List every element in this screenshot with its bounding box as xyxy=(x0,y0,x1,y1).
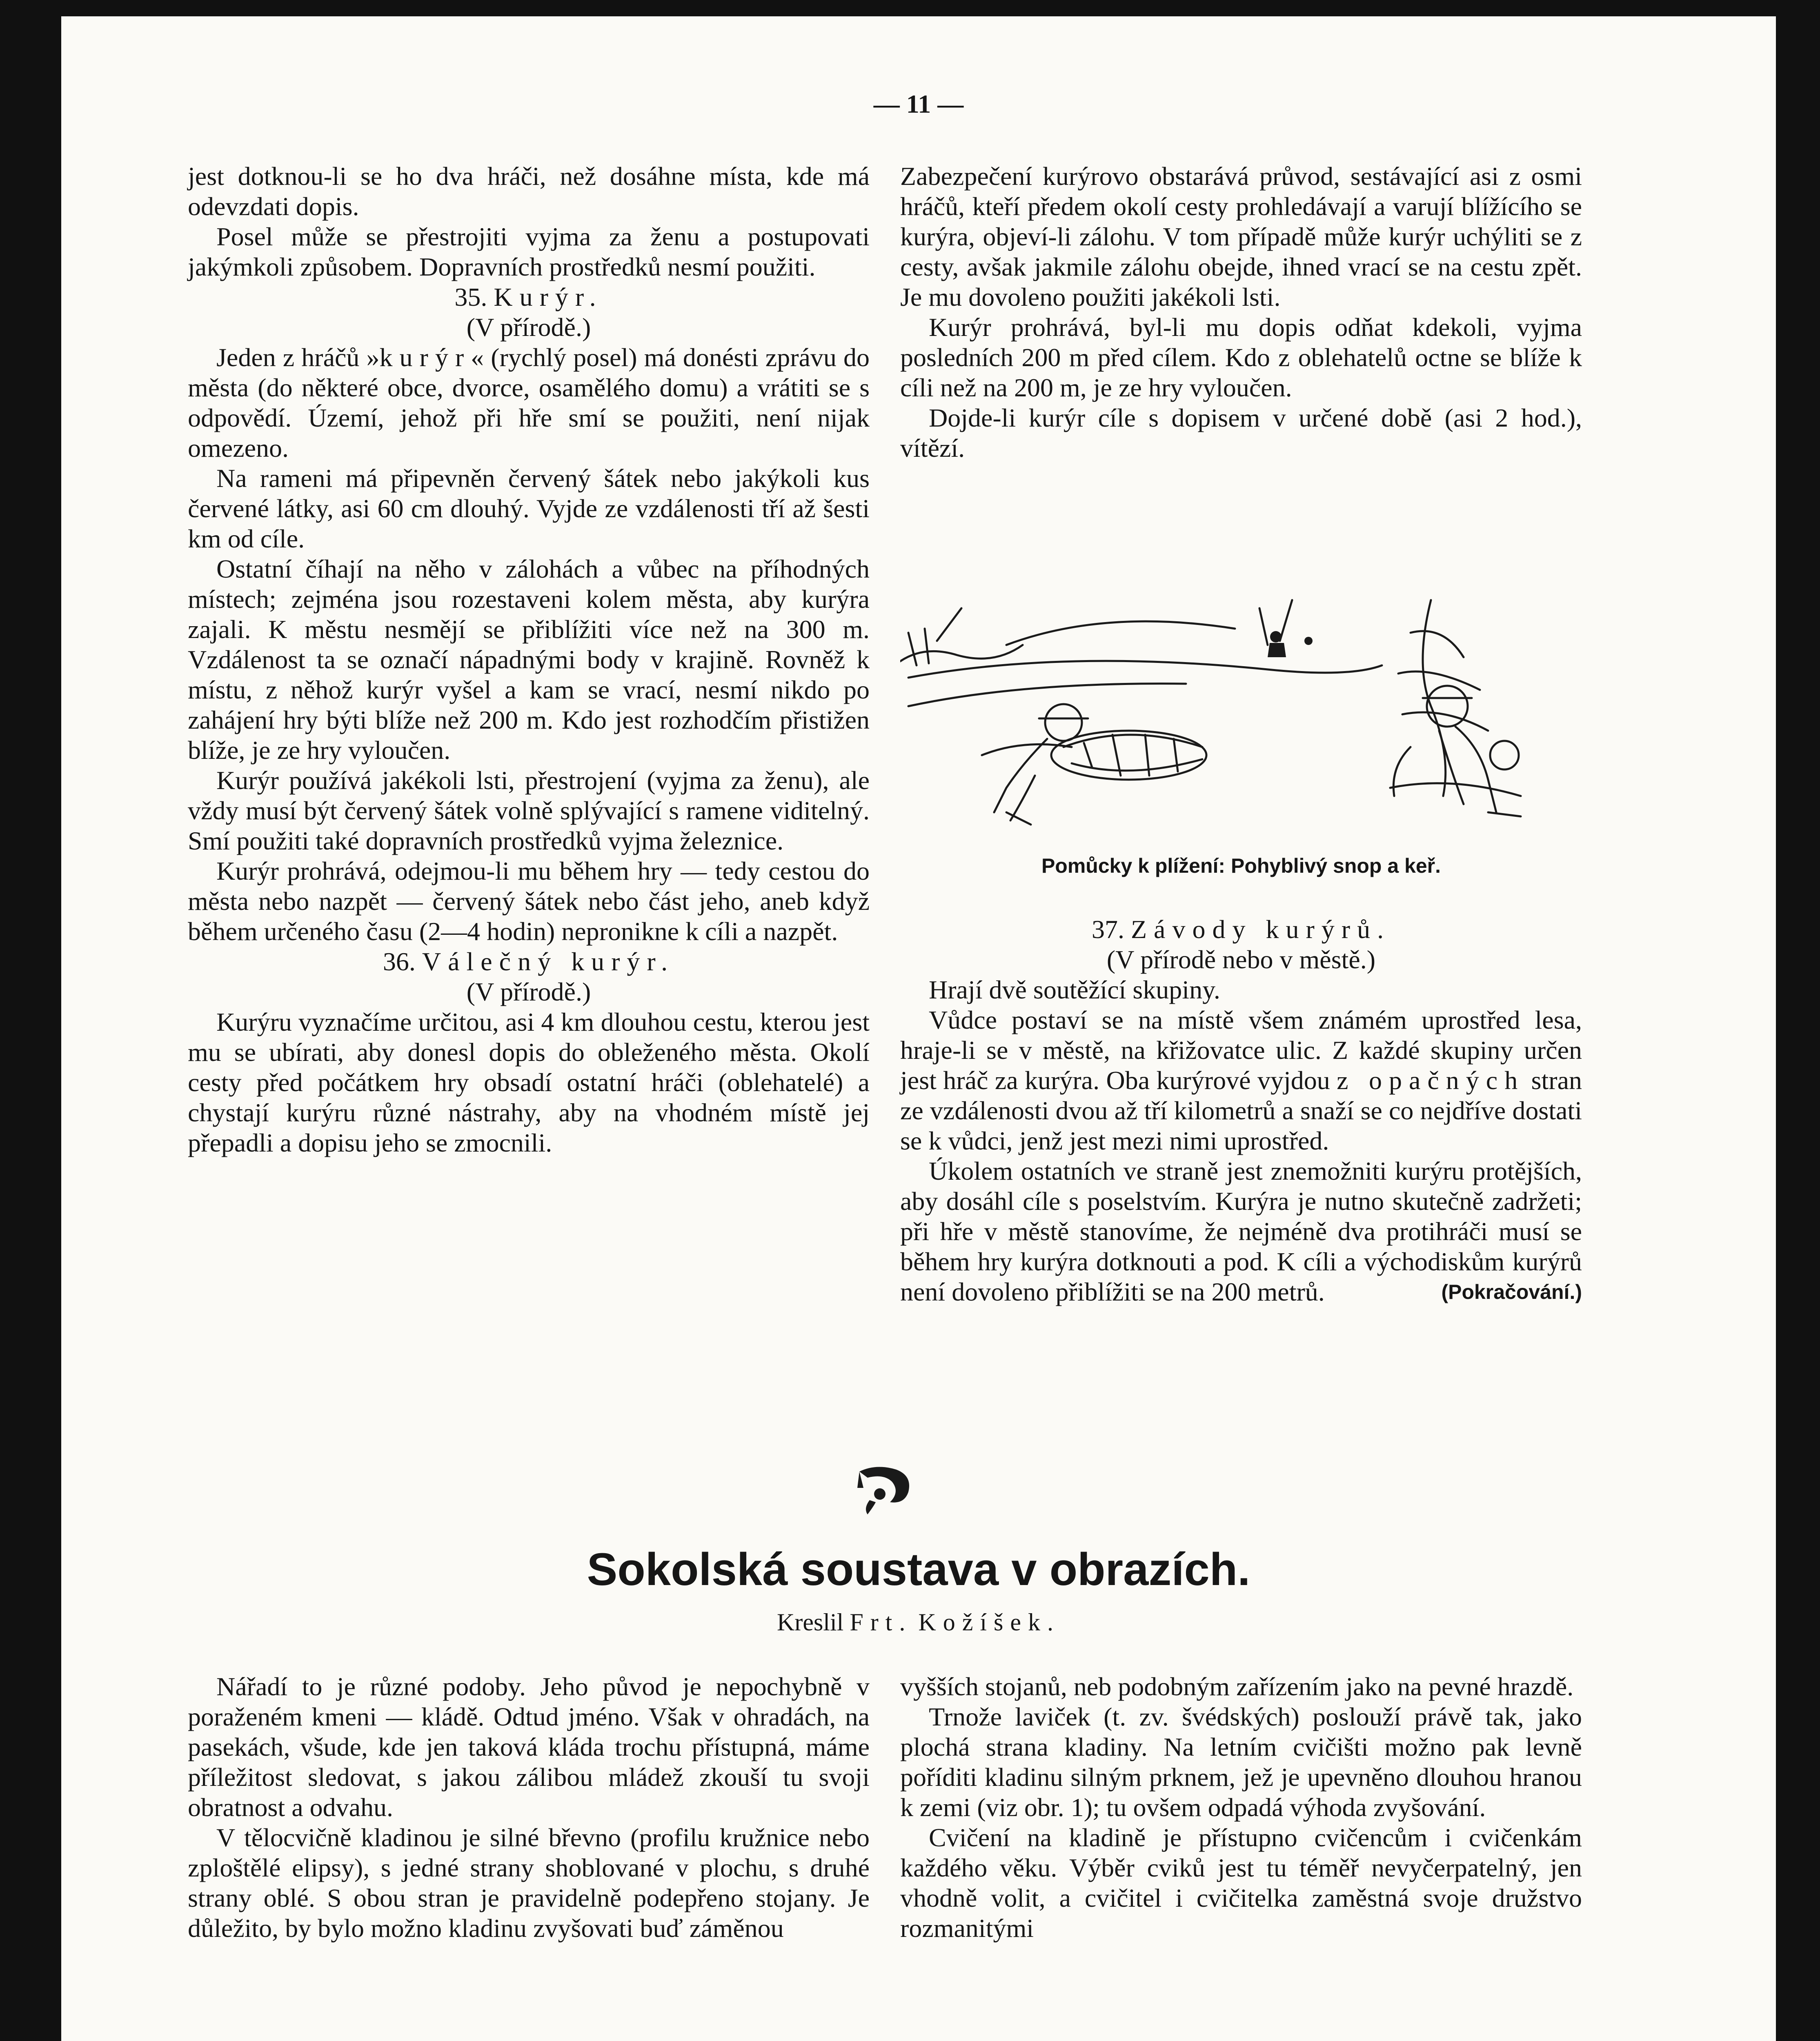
section-subtitle: (V přírodě nebo v městě.) xyxy=(1106,945,1376,974)
paragraph: Kurýr prohrává, byl-li mu dopis odňat kdekoli, vyjma posledních 200 m před cílem. Kdo z oblehatelů octne se blíže k cíli než na 200 m, je ze hry vyloučen. xyxy=(900,313,1582,402)
paragraph: Ostatní číhají na něho v zálohách a vůbec na příhodných místech; zejména jsou rozestaveni kolem města, aby kurýra zajali. K městu nesmějí se přiblížiti více než na 300 m. Vzdálenost ta se označí nápadnými body v krajině. Rovněž k místu, z něhož kurýr vyšel a kam se vrací, nesmí nikdo po zahájení hry býti blíže než 200 m. Kdo jest rozhodčím přistižen blíže, je ze hry vyloučen. xyxy=(188,554,870,765)
right-column-bottom xyxy=(900,914,1582,1307)
page-number: — 11 — xyxy=(873,89,964,118)
crawling-scouts-illustration xyxy=(900,584,1582,845)
fleuron-ornament-icon xyxy=(851,1463,917,1516)
section-heading-36 xyxy=(188,947,870,977)
illustration-caption: Pomůcky k plížení: Pohyblivý snop a keř. xyxy=(1041,854,1441,877)
continued-note: (Pokračování.) xyxy=(1441,1281,1582,1303)
paragraph: Zabezpečení kurýrovo obstarává průvod, sestávající asi z osmi hráčů, kteří předem okolí cesty prohledávají a varují blížícího se kurýra, objeví-li zálohu. V tom případě může kurýr uchýliti se z cesty, avšak jakmile zálohu obejde, ihned vrací se na cestu zpět. Je mu dovoleno použiti jakékoli lsti. xyxy=(900,162,1582,311)
paragraph: jest dotknou-li se ho dva hráči, než dosáhne místa, kde má odevzdati dopis. xyxy=(188,162,870,221)
paragraph: Trnože laviček (t. zv. švédských) poslouží právě tak, jako plochá strana kladiny. Na letním cvičišti možno pak levně poříditi kladinu silným prknem, jež je upevněno dlouhou hranou k zemi (viz obr. 1); tu ovšem odpadá výhoda zvyšování. xyxy=(900,1702,1582,1822)
article-right-column xyxy=(900,1672,1582,1943)
section-number: 36. xyxy=(383,947,416,976)
right-column-top xyxy=(900,161,1582,463)
left-column xyxy=(188,161,870,1158)
paragraph: Na rameni má připevněn červený šátek nebo jakýkoli kus červené látky, asi 60 cm dlouhý. Vyjde ze vzdálenosti tří až šesti km od cíle. xyxy=(188,464,870,553)
section-subtitle: (V přírodě.) xyxy=(466,977,591,1006)
keyword: z opačných xyxy=(1337,1066,1525,1095)
paragraph: V tělocvičně kladinou je silné břevno (profilu kružnice nebo zploštělé elipsy), s jedné strany shoblované v plochu, s druhé strany oblé. S obou stran je pravidelně podepřeno stojany. Je důležito, by bylo možno kladinu zvyšovati buď záměnou xyxy=(188,1823,870,1943)
keyword: kurýr xyxy=(379,343,471,372)
article-title: Sokolská soustava v obrazích. xyxy=(587,1544,1250,1595)
paragraph: Kurýru vyznačíme určitou, asi 4 km dlouhou cestu, kterou jest mu se ubírati, aby donesl dopis do obleženého města. Okolí cesty před počátkem hry obsadí ostatní hráči (oblehatelé) a chystají kurýru různé nástrahy, aby na vhodném místě jej přepadli a dopisu jeho se zmocnili. xyxy=(188,1007,870,1157)
paragraph: Kurýr používá jakékoli lsti, přestrojení (vyjma za ženu), ale vždy musí být červený šátek volně splývající s ramene viditelný. Smí použiti také dopravních prostředků vyjma železnice. xyxy=(188,766,870,855)
paragraph: Cvičení na kladině je přístupno cvičencům i cvičenkám každého věku. Výběr cviků jest tu téměř nevyčerpatelný, jen vhodně volit, a cvičitel i cvičitelka zaměstná svoje družstvo rozmanitými xyxy=(900,1823,1582,1943)
section-heading-35 xyxy=(188,282,870,312)
paragraph: Hrají dvě soutěžící skupiny. xyxy=(929,975,1220,1004)
paragraph: Úkolem ostatních ve straně jest znemožniti kurýru protějších, aby dosáhl cíle s poselstvím. Kurýra je nutno skutečně zadržeti; při hře v městě stanovíme, že nejméně dva protihráči musí se během hry kurýra dotknouti a pod. K cíli a východiskům kurýrů není dovoleno přiblížiti se na 200 metrů. (Pokračování.) xyxy=(900,1156,1582,1306)
paragraph: Jeden z hráčů »kurýr« (rychlý posel) má donésti zprávu do města (do některé obce, dvorce, osamělého domu) a vrátiti se s odpovědí. Území, jehož při hře smí se použiti, není nijak omezeno. xyxy=(188,343,870,462)
section-number: 37. xyxy=(1091,915,1124,944)
paragraph: Dojde-li kurýr cíle s dopisem v určené době (asi 2 hod.), vítězí. xyxy=(900,403,1582,462)
paragraph: vyšších stojanů, neb podobným zařízením jako na pevné hrazdě. xyxy=(900,1672,1574,1701)
paragraph: Kurýr prohrává, odejmou-li mu během hry — tedy cestou do města nebo nazpět — červený šátek nebo část jeho, aneb když během určeného času (2—4 hodin) nepronikne k cíli a nazpět. xyxy=(188,856,870,946)
section-title: Kurýr. xyxy=(494,282,603,311)
section-heading-37 xyxy=(900,914,1582,945)
section-number: 35. xyxy=(454,282,487,311)
section-title: Válečný kurýr. xyxy=(422,947,675,976)
paragraph: Posel může se přestrojiti vyjma za ženu a postupovati jakýmkoli způsobem. Dopravních prostředků nesmí použiti. xyxy=(188,222,870,281)
section-title: Závody kurýrů. xyxy=(1130,915,1391,944)
article-left-column xyxy=(188,1672,870,1943)
article-byline: Kreslil Frt. Kožíšek. xyxy=(777,1609,1060,1636)
paragraph: Nářadí to je různé podoby. Jeho původ je nepochybně v poraženém kmeni — kládě. Odtud jméno. Však v ohradách, na pasekách, všude, kde jen taková kláda trochu přístupná, máme příležitost sledovat, s jakou zálibou mládež zkouší tu svoji obratnost a odvahu. xyxy=(188,1672,870,1822)
magazine-page xyxy=(61,16,1776,2041)
section-subtitle: (V přírodě.) xyxy=(466,313,591,342)
paragraph: Vůdce postaví se na místě všem známém uprostřed lesa, hraje-li se v městě, na křižovatce ulic. Z každé skupiny určen jest hráč za kurýra. Oba kurýrové vyjdou z opačných stran ze vzdálenosti dvou až tří kilometrů a snaží se co nejdříve dostati se k vůdci, jenž jest mezi nimi uprostřed. xyxy=(900,1005,1582,1155)
